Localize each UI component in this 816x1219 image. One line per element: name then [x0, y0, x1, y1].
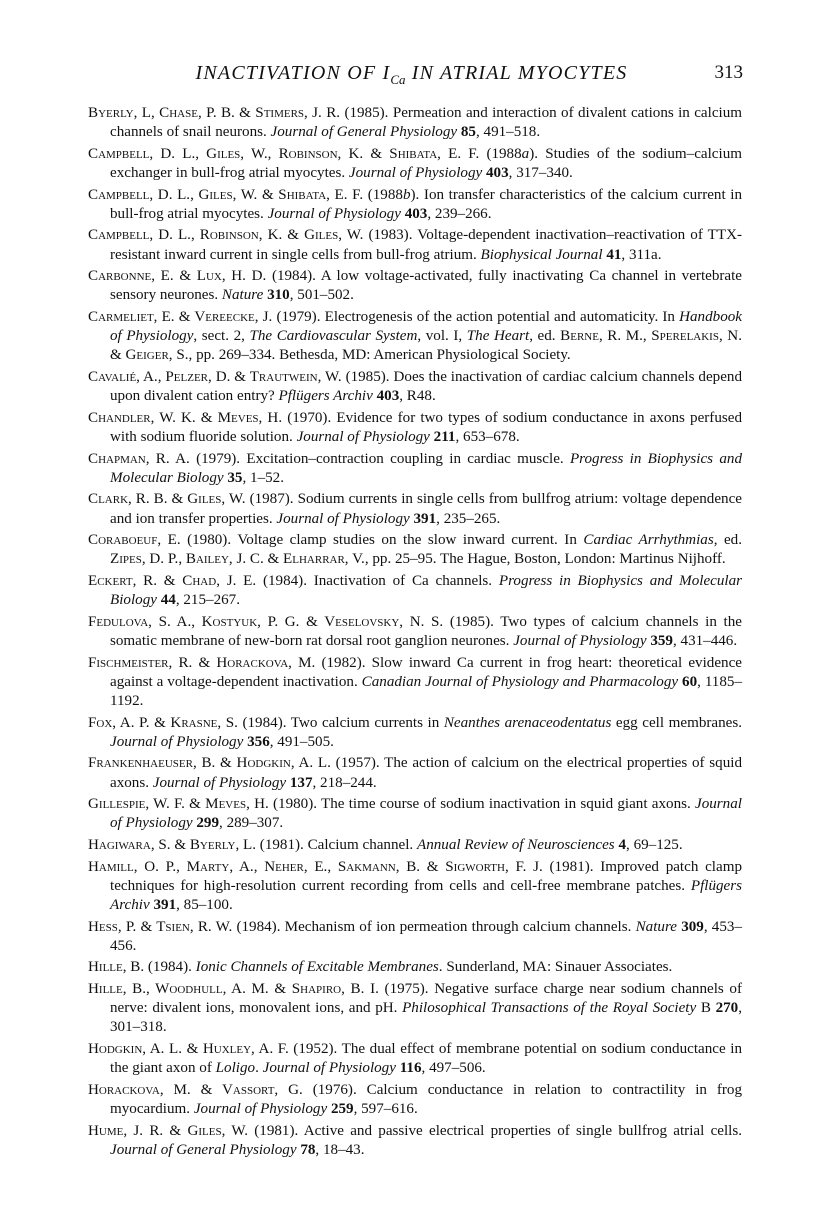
- page-header: [80, 62, 743, 92]
- reference-italic-text: Journal of General Physiology: [270, 124, 458, 141]
- reference-authors: Horackova, M. & Vassort, G.: [88, 1081, 303, 1098]
- running-title: [80, 62, 743, 88]
- reference-entry: [88, 1122, 742, 1160]
- reference-text: , 597–616.: [353, 1100, 418, 1117]
- reference-authors: Clark, R. B. & Giles, W.: [88, 491, 246, 508]
- reference-entry: [88, 1040, 742, 1078]
- reference-text: (1957). The action of calcium on the electrical properties of squid axons.: [110, 755, 743, 791]
- reference-entry: [88, 858, 742, 916]
- reference-volume: 259: [330, 1100, 354, 1117]
- reference-volume: 356: [247, 733, 270, 750]
- reference-authors: Hagiwara, S. & Byerly, L.: [88, 836, 257, 853]
- reference-text: ). Ion transfer characteristics of the calcium current in bull-frog atrial myocytes.: [110, 186, 743, 222]
- reference-text: (1980). The time course of sodium inactivation in squid giant axons.: [268, 796, 696, 813]
- reference-volume: 403: [486, 165, 509, 181]
- reference-text: , 311a.: [621, 246, 662, 263]
- reference-text: (1981). Improved patch clamp techniques for high-resolution current recording from cells and cell-free membrane patches.: [110, 858, 742, 894]
- reference-italic-text: Pflügers Archiv: [278, 388, 373, 405]
- reference-entry: [88, 754, 742, 792]
- reference-authors: Fedulova, S. A., Kostyuk, P. G. & Veselovsky, N. S.: [88, 613, 444, 630]
- reference-volume: 403: [376, 388, 400, 405]
- reference-text: , 1185–1192.: [110, 673, 742, 709]
- reference-volume: 60: [682, 673, 698, 690]
- reference-authors: Hess, P. & Tsien, R. W.: [88, 918, 233, 935]
- reference-text: . Sunderland, MA: Sinauer Associates.: [438, 959, 673, 976]
- reference-volume: 403: [404, 205, 428, 222]
- reference-entry: [88, 186, 742, 224]
- reference-authors: Carbonne, E. & Lux, H. D.: [88, 268, 267, 285]
- reference-text: (1985). Permeation and interaction of divalent cations in calcium channels of snail neurons.: [110, 105, 743, 141]
- reference-text: (1970). Evidence for two types of sodium conductance in axons perfused with sodium fluoride solution.: [110, 409, 742, 445]
- reference-text: , pp. 269–334. Bethesda, MD: American Physiological Society.: [188, 347, 571, 364]
- reference-volume: 310: [267, 287, 290, 304]
- reference-entry: [88, 613, 742, 651]
- reference-text: , sect. 2,: [193, 328, 250, 345]
- reference-authors: Fox, A. P. & Krasne, S.: [88, 714, 238, 731]
- reference-italic-text: Pflügers Archiv: [110, 877, 742, 913]
- reference-entry: [88, 308, 742, 366]
- reference-volume: 85: [460, 124, 476, 141]
- reference-authors: Coraboeuf, E.: [88, 532, 181, 549]
- reference-text: (1981). Calcium channel.: [256, 836, 417, 853]
- reference-text: , 18–43.: [315, 1141, 365, 1158]
- reference-text: B: [696, 1000, 716, 1017]
- reference-volume: 78: [300, 1141, 316, 1158]
- reference-volume: 35: [227, 469, 243, 486]
- reference-text: (1976). Calcium conductance in relation to contractility in frog myocardium.: [110, 1081, 743, 1117]
- reference-volume: 309: [681, 918, 704, 935]
- reference-entry: [88, 918, 742, 956]
- reference-italic-text: Journal of Physiology: [110, 796, 742, 832]
- reference-authors: Campbell, D. L., Giles, W. & Shibata, E. F.: [88, 186, 364, 203]
- reference-italic-text: Progress in Biophysics and Molecular Biology: [110, 572, 742, 609]
- reference-text: , 289–307.: [219, 815, 284, 832]
- reference-italic-text: Progress in Biophysics and Molecular Biology: [110, 450, 742, 486]
- reference-volume: 359: [650, 632, 673, 649]
- reference-entry: [88, 654, 742, 712]
- reference-text: (1984).: [144, 959, 196, 976]
- reference-authors: Hille, B., Woodhull, A. M. & Shapiro, B. I.: [88, 980, 379, 997]
- reference-entry: [88, 572, 742, 610]
- reference-text: (1984). Mechanism of ion permeation through calcium channels.: [232, 918, 636, 935]
- reference-italic-text: Journal of Physiology: [110, 733, 244, 750]
- reference-text: , ed.: [713, 532, 742, 549]
- reference-text: (1979). Excitation–contraction coupling in cardiac muscle.: [189, 450, 570, 467]
- reference-volume: 391: [153, 896, 177, 913]
- reference-text: , 317–340.: [508, 165, 573, 181]
- reference-text: (1988: [479, 145, 522, 162]
- reference-italic-text: Cardiac Arrhythmias: [583, 532, 714, 549]
- reference-text: , 218–244.: [312, 774, 377, 791]
- reference-authors: Eckert, R. & Chad, J. E.: [88, 572, 257, 589]
- reference-italic-text: Ionic Channels of Excitable Membranes: [195, 959, 439, 976]
- reference-text: , 235–265.: [436, 510, 501, 527]
- reference-text: (1987). Sodium currents in single cells from bullfrog atrium: voltage dependence and ion transfer properties.: [110, 491, 742, 527]
- reference-authors: Hume, J. R. & Giles, W.: [88, 1122, 248, 1139]
- reference-entry: [88, 368, 742, 406]
- reference-italic-text: Journal of Physiology: [267, 205, 401, 222]
- reference-text: (1985). Does the inactivation of cardiac calcium channels depend upon divalent cation entry?: [110, 368, 742, 405]
- reference-entry: [88, 145, 742, 183]
- reference-italic-text: The Heart: [466, 328, 530, 345]
- reference-italic-text: Nature: [221, 287, 264, 304]
- reference-italic-text: Annual Review of Neurosciences: [416, 836, 615, 853]
- reference-text: (1980). Voltage clamp studies on the slow inward current. In: [180, 532, 584, 549]
- reference-volume: 41: [606, 246, 622, 263]
- running-title-subscript: Ca: [390, 72, 406, 87]
- reference-text: ). Studies of the sodium–calcium exchanger in bull-frog atrial myocytes.: [110, 145, 742, 181]
- reference-volume: 116: [399, 1060, 422, 1077]
- reference-italic-text: a: [521, 145, 530, 162]
- reference-text: (1984). Inactivation of Ca channels.: [256, 572, 499, 589]
- page-number: 313: [714, 62, 743, 83]
- reference-text: (1975). Negative surface charge near sodium channels of nerve: divalent ions, monovalent ions, and pH.: [110, 980, 743, 1017]
- reference-authors: Fischmeister, R. & Horackova, M.: [88, 654, 316, 671]
- reference-authors: Chandler, W. K. & Meves, H.: [88, 409, 283, 426]
- reference-italic-text: Journal of Physiology: [152, 774, 287, 791]
- reference-volume: 299: [196, 815, 220, 832]
- reference-text: (1982). Slow inward Ca current in frog heart: theoretical evidence against a voltage-dependent inactivation.: [110, 654, 742, 690]
- reference-italic-text: Canadian Journal of Physiology and Pharmacology: [361, 673, 679, 690]
- reference-italic-text: Journal of General Physiology: [110, 1141, 297, 1158]
- reference-text: (1985). Two types of calcium channels in the somatic membrane of new-born rat dorsal root ganglion neurones.: [110, 613, 742, 649]
- reference-text: , 653–678.: [455, 428, 520, 445]
- reference-authors: Hille, B.: [88, 959, 145, 976]
- reference-authors: Gillespie, W. F. & Meves, H.: [88, 796, 269, 813]
- reference-list: [88, 104, 742, 1162]
- reference-italic-text: Neanthes arenaceodentatus: [443, 714, 612, 731]
- reference-italic-text: Journal of Physiology: [513, 632, 647, 649]
- reference-text: , vol. I,: [417, 328, 467, 345]
- reference-entry: [88, 104, 742, 142]
- reference-text: , 69–125.: [626, 836, 683, 853]
- reference-entry: [88, 490, 742, 528]
- running-title-suffix: IN ATRIAL MYOCYTES: [405, 62, 628, 84]
- reference-authors: Chapman, R. A.: [88, 450, 190, 467]
- reference-authors: Cavalié, A., Pelzer, D. & Trautwein, W.: [88, 368, 342, 385]
- reference-text: (1979). Electrogenesis of the action potential and automaticity. In: [272, 308, 680, 325]
- reference-entry: [88, 1081, 742, 1119]
- reference-text: (1988: [363, 186, 403, 203]
- reference-text: (1984). A low voltage-activated, fully inactivating Ca channel in vertebrate sensory neurones.: [110, 268, 742, 304]
- reference-entry: [88, 226, 742, 264]
- reference-volume: 44: [160, 592, 176, 609]
- reference-volume: 270: [715, 1000, 739, 1017]
- reference-text: .: [255, 1060, 263, 1077]
- reference-text: , 501–502.: [289, 287, 354, 304]
- reference-authors: Zipes, D. P., Bailey, J. C. & Elharrar, V.: [110, 551, 365, 568]
- reference-italic-text: b: [402, 186, 411, 203]
- reference-text: , R48.: [399, 388, 436, 405]
- reference-italic-text: Handbook of Physiology: [110, 308, 742, 345]
- reference-volume: 4: [618, 836, 627, 853]
- reference-text: egg cell membranes.: [611, 714, 742, 731]
- reference-text: (1952). The dual effect of membrane potential on sodium conductance in the giant axon of: [110, 1040, 742, 1077]
- reference-text: , 215–267.: [175, 592, 240, 609]
- reference-italic-text: Philosophical Transactions of the Royal Society: [402, 1000, 697, 1017]
- reference-volume: 137: [289, 774, 313, 791]
- reference-text: , 85–100.: [176, 896, 233, 913]
- reference-entry: [88, 409, 742, 447]
- reference-italic-text: Biophysical Journal: [480, 246, 603, 263]
- reference-text: , 497–506.: [421, 1060, 486, 1077]
- reference-text: , 491–518.: [475, 124, 541, 141]
- reference-entry: [88, 836, 742, 855]
- reference-text: , 301–318.: [110, 1000, 742, 1036]
- reference-entry: [88, 795, 742, 833]
- reference-text: , 239–266.: [427, 205, 492, 222]
- reference-entry: [88, 531, 742, 569]
- reference-entry: [88, 714, 742, 752]
- reference-authors: Campbell, D. L., Giles, W., Robinson, K. & Shibata, E. F.: [88, 145, 480, 162]
- reference-authors: Carmeliet, E. & Vereecke, J.: [88, 308, 273, 325]
- reference-text: (1983). Voltage-dependent inactivation–reactivation of TTX-resistant inward current in single cells from bull-frog atrium.: [110, 227, 743, 263]
- reference-entry: [88, 980, 742, 1038]
- reference-text: , 1–52.: [242, 469, 284, 486]
- reference-text: , pp. 25–95. The Hague, Boston, London: Martinus Nijhoff.: [364, 551, 726, 568]
- reference-italic-text: Journal of Physiology: [276, 510, 410, 527]
- reference-italic-text: Loligo: [215, 1060, 256, 1077]
- running-title-prefix: INACTIVATION OF I: [195, 62, 391, 84]
- reference-entry: [88, 450, 742, 488]
- reference-italic-text: The Cardiovascular System: [249, 328, 418, 345]
- reference-text: , 453–456.: [110, 918, 742, 954]
- reference-entry: [88, 267, 742, 305]
- reference-volume: 391: [413, 510, 437, 527]
- reference-authors: Byerly, L, Chase, P. B. & Stimers, J. R.: [88, 105, 341, 121]
- reference-italic-text: Nature: [635, 918, 677, 935]
- reference-entry: [88, 958, 742, 977]
- reference-text: (1984). Two calcium currents in: [237, 714, 444, 731]
- reference-authors: Berne, R. M., Sperelakis, N. & Geiger, S.: [110, 328, 742, 364]
- reference-italic-text: Journal of Physiology: [193, 1100, 328, 1117]
- reference-italic-text: Journal of Physiology: [262, 1060, 396, 1077]
- reference-text: (1981). Active and passive electrical properties of single bullfrog atrial cells.: [247, 1122, 742, 1139]
- reference-italic-text: Journal of Physiology: [296, 428, 430, 445]
- reference-text: , 431–446.: [672, 632, 738, 649]
- reference-authors: Frankenhaeuser, B. & Hodgkin, A. L.: [88, 755, 331, 772]
- reference-text: , ed.: [529, 328, 561, 345]
- reference-authors: Hodgkin, A. L. & Huxley, A. F.: [88, 1040, 289, 1057]
- reference-text: , 491–505.: [269, 733, 334, 750]
- reference-authors: Campbell, D. L., Robinson, K. & Giles, W.: [88, 227, 364, 244]
- reference-italic-text: Journal of Physiology: [348, 165, 483, 181]
- reference-authors: Hamill, O. P., Marty, A., Neher, E., Sakmann, B. & Sigworth, F. J.: [88, 858, 543, 875]
- reference-volume: 211: [433, 428, 456, 445]
